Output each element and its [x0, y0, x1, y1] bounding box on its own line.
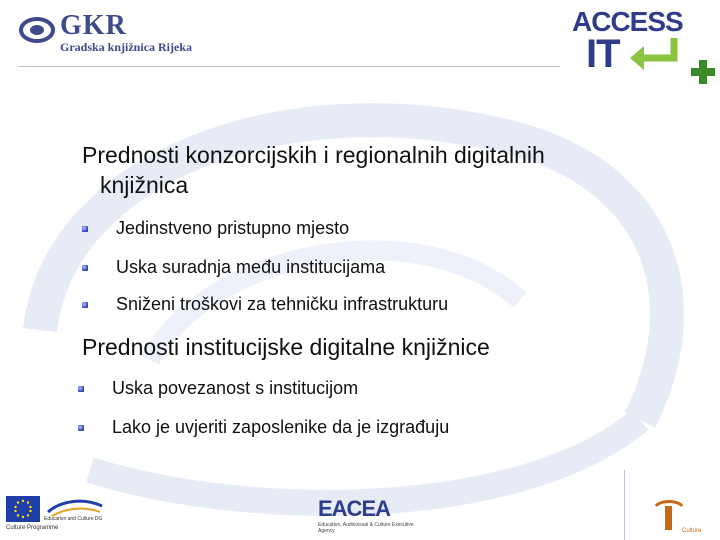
eu-flag-icon: [6, 496, 40, 522]
eacea-logo: EACEA: [318, 496, 391, 521]
culture-caption: Culture: [682, 528, 702, 534]
section-heading-consortium: [82, 140, 682, 200]
bullet-item: Uska suradnja među institucijama: [116, 257, 386, 277]
heading-line-2: knjižnica: [100, 172, 189, 198]
section-heading-institutional: Prednosti institucijske digitalne knjižnice: [82, 334, 490, 360]
eacea-caption: Education, Audiovisual & Culture Executive Agency: [318, 522, 414, 534]
gkr-subtitle: Gradska knjižnica Rijeka: [60, 40, 193, 54]
culture-column-icon: [652, 498, 686, 532]
bullet-item: Lako je uvjeriti zaposlenike da je izgrađuju: [112, 417, 450, 437]
heading-line-1: Prednosti konzorcijskih i regionalnih digitalnih: [82, 142, 545, 168]
bullet-item: Sniženi troškovi za tehničku infrastrukturu: [116, 294, 449, 314]
bullet-item: Uska povezanost s institucijom: [112, 378, 359, 398]
culture-programme-caption: Culture Programme: [6, 525, 59, 531]
it-word: IT: [586, 32, 620, 76]
footer-logos: [0, 488, 720, 540]
bullet-item: Jedinstveno pristupno mjesto: [116, 218, 350, 238]
access-word: ACCESS: [572, 6, 683, 37]
gkr-name: GKR: [60, 10, 127, 41]
education-culture-caption: Education and Culture DG: [44, 516, 103, 522]
